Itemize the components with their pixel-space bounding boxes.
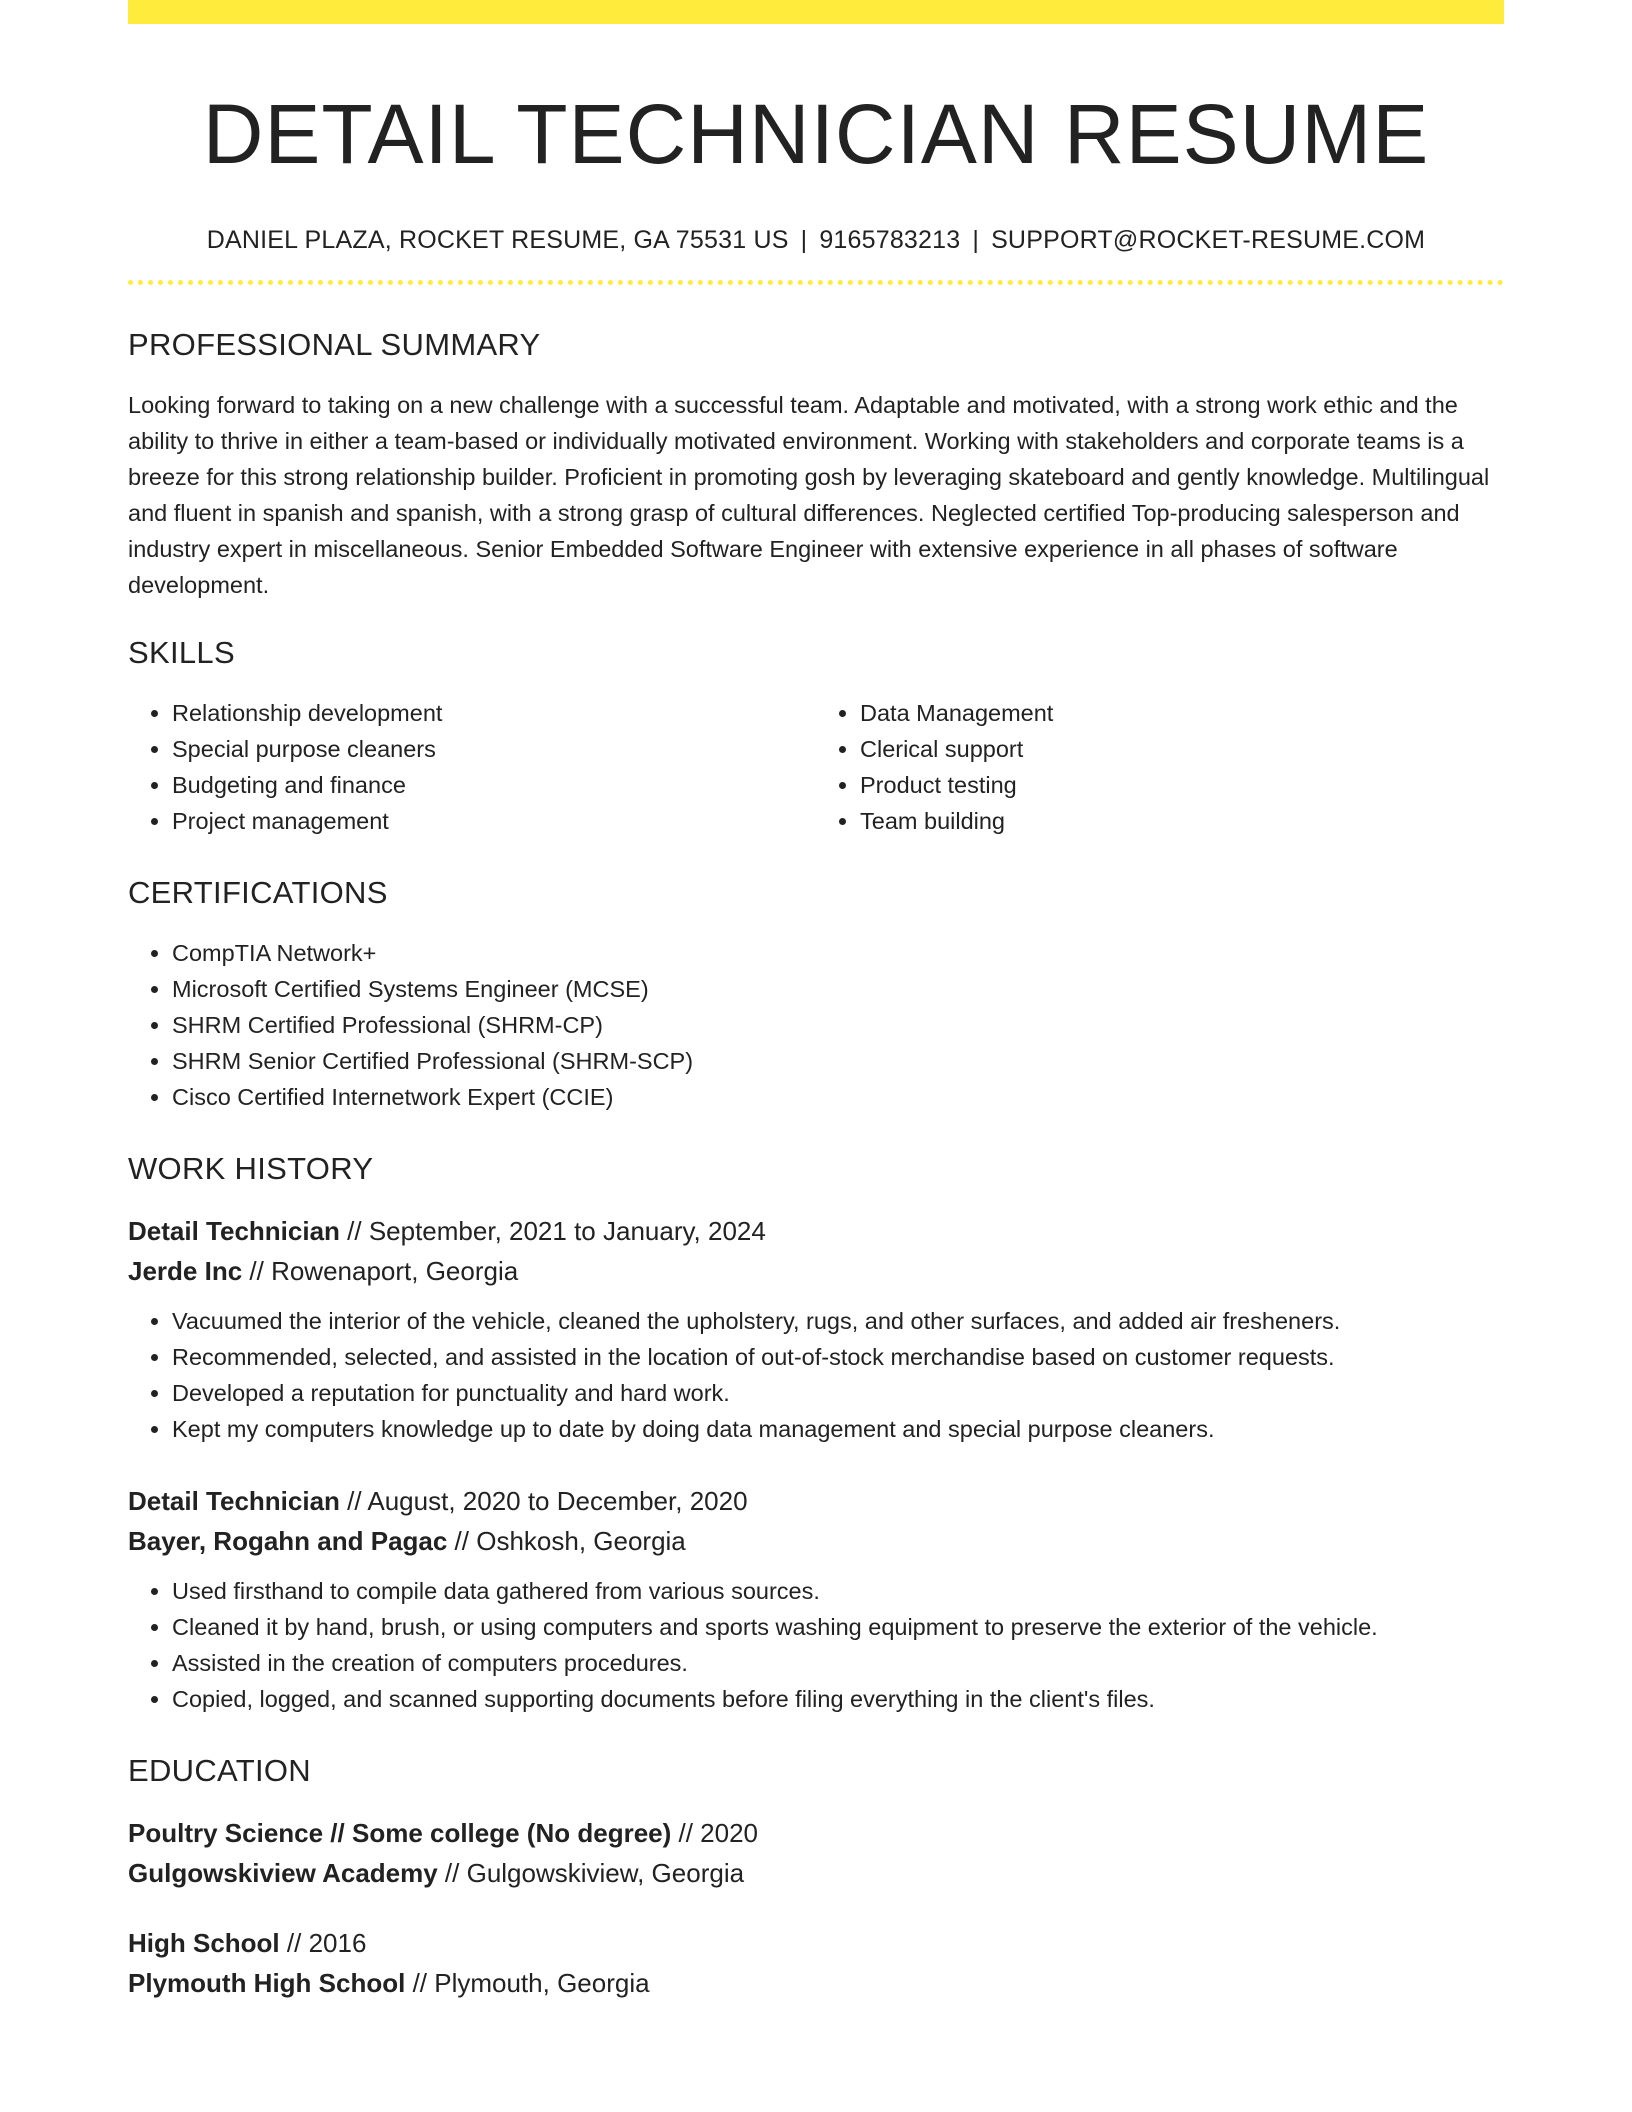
education-degree: Poultry Science // Some college (No degree) (128, 1818, 672, 1848)
education-degree-line (128, 1923, 1504, 1963)
list-item: • Special purpose cleaners (172, 731, 816, 767)
list-item: • Product testing (860, 767, 1504, 803)
education-degree-line (128, 1813, 1504, 1853)
job-entry (128, 1211, 1504, 1447)
education-degree: High School (128, 1928, 280, 1958)
job-bullets (128, 1303, 1504, 1447)
skills-heading: SKILLS (128, 635, 235, 670)
job-entry (128, 1481, 1504, 1717)
list-item: • Clerical support (860, 731, 1504, 767)
list-item: • Vacuumed the interior of the vehicle, cleaned the upholstery, rugs, and other surfaces, and added air fresheners. (172, 1303, 1504, 1339)
list-item: • Assisted in the creation of computers procedures. (172, 1645, 1504, 1681)
summary-heading: PROFESSIONAL SUMMARY (128, 327, 541, 362)
list-item: • Used firsthand to compile data gathered from various sources. (172, 1573, 1504, 1609)
resume-title: DETAIL TECHNICIAN RESUME (202, 87, 1430, 181)
skills-columns (128, 695, 1504, 839)
contact-separator: | (800, 226, 808, 254)
skills-list-right (816, 695, 1504, 839)
job-location: // Rowenaport, Georgia (242, 1256, 519, 1286)
job-location: // Oshkosh, Georgia (447, 1526, 686, 1556)
list-item: • Relationship development (172, 695, 816, 731)
education-heading: EDUCATION (128, 1753, 311, 1788)
job-company: Jerde Inc (128, 1256, 243, 1286)
list-item: • Project management (172, 803, 816, 839)
certifications-list (128, 935, 1504, 1115)
list-item: • Kept my computers knowledge up to date by doing data management and special purpose cleaners. (172, 1411, 1504, 1447)
list-item: • Cleaned it by hand, brush, or using computers and sports washing equipment to preserve the exterior of the vehicle. (172, 1609, 1504, 1645)
education-school: Gulgowskiview Academy (128, 1858, 438, 1888)
job-bullets (128, 1573, 1504, 1717)
education-school-line (128, 1853, 1504, 1893)
list-item: • CompTIA Network+ (172, 935, 1504, 971)
education-entry (128, 1813, 1504, 1893)
contact-line (128, 224, 1504, 256)
contact-address: DANIEL PLAZA, ROCKET RESUME, GA 75531 US (206, 226, 789, 254)
accent-top-bar (128, 0, 1504, 24)
education-location: // Plymouth, Georgia (405, 1968, 650, 1998)
list-item: • Data Management (860, 695, 1504, 731)
job-title-line (128, 1481, 1504, 1521)
job-company-line (128, 1251, 1504, 1291)
list-item: • Team building (860, 803, 1504, 839)
list-item: • Microsoft Certified Systems Engineer (MCSE) (172, 971, 1504, 1007)
job-dates: // August, 2020 to December, 2020 (339, 1486, 748, 1516)
contact-phone: 9165783213 (819, 226, 961, 254)
list-item: • Developed a reputation for punctuality and hard work. (172, 1375, 1504, 1411)
education-entry (128, 1923, 1504, 2003)
job-title: Detail Technician (128, 1216, 340, 1246)
list-item: • Cisco Certified Internetwork Expert (CCIE) (172, 1079, 1504, 1115)
education-school-line (128, 1963, 1504, 2003)
contact-separator: | (972, 226, 980, 254)
certifications-heading: CERTIFICATIONS (128, 875, 388, 910)
dotted-divider (128, 280, 1504, 285)
education-year: // 2020 (671, 1818, 759, 1848)
list-item: • Recommended, selected, and assisted in the location of out-of-stock merchandise based on customer requests. (172, 1339, 1504, 1375)
job-company: Bayer, Rogahn and Pagac (128, 1526, 448, 1556)
resume-page (128, 0, 1504, 2003)
job-title-line (128, 1211, 1504, 1251)
contact-email[interactable]: SUPPORT@ROCKET-RESUME.COM (991, 226, 1426, 254)
education-location: // Gulgowskiview, Georgia (437, 1858, 745, 1888)
job-dates: // September, 2021 to January, 2024 (339, 1216, 766, 1246)
skills-list-left (128, 695, 816, 839)
education-year: // 2016 (279, 1928, 367, 1958)
summary-text: Looking forward to taking on a new challenge with a successful team. Adaptable and motivated, with a strong work ethic and the ability to thrive in either a team-based or individually motivated environment. Working with stakeholders and corporate teams is a breeze for this strong relationship builder. Proficient in promoting gosh by leveraging skateboard and gently knowledge. Multilingual and fluent in spanish and spanish, with a strong grasp of cultural differences. Neglected certified Top-producing salesperson and industry expert in miscellaneous. Senior Embedded Software Engineer with extensive experience in all phases of software development. (128, 392, 1490, 598)
list-item: • SHRM Certified Professional (SHRM-CP) (172, 1007, 1504, 1043)
work-history-heading: WORK HISTORY (128, 1151, 374, 1186)
job-company-line (128, 1521, 1504, 1561)
education-school: Plymouth High School (128, 1968, 406, 1998)
job-title: Detail Technician (128, 1486, 340, 1516)
list-item: • SHRM Senior Certified Professional (SHRM-SCP) (172, 1043, 1504, 1079)
list-item: • Copied, logged, and scanned supporting documents before filing everything in the client's files. (172, 1681, 1504, 1717)
list-item: • Budgeting and finance (172, 767, 816, 803)
